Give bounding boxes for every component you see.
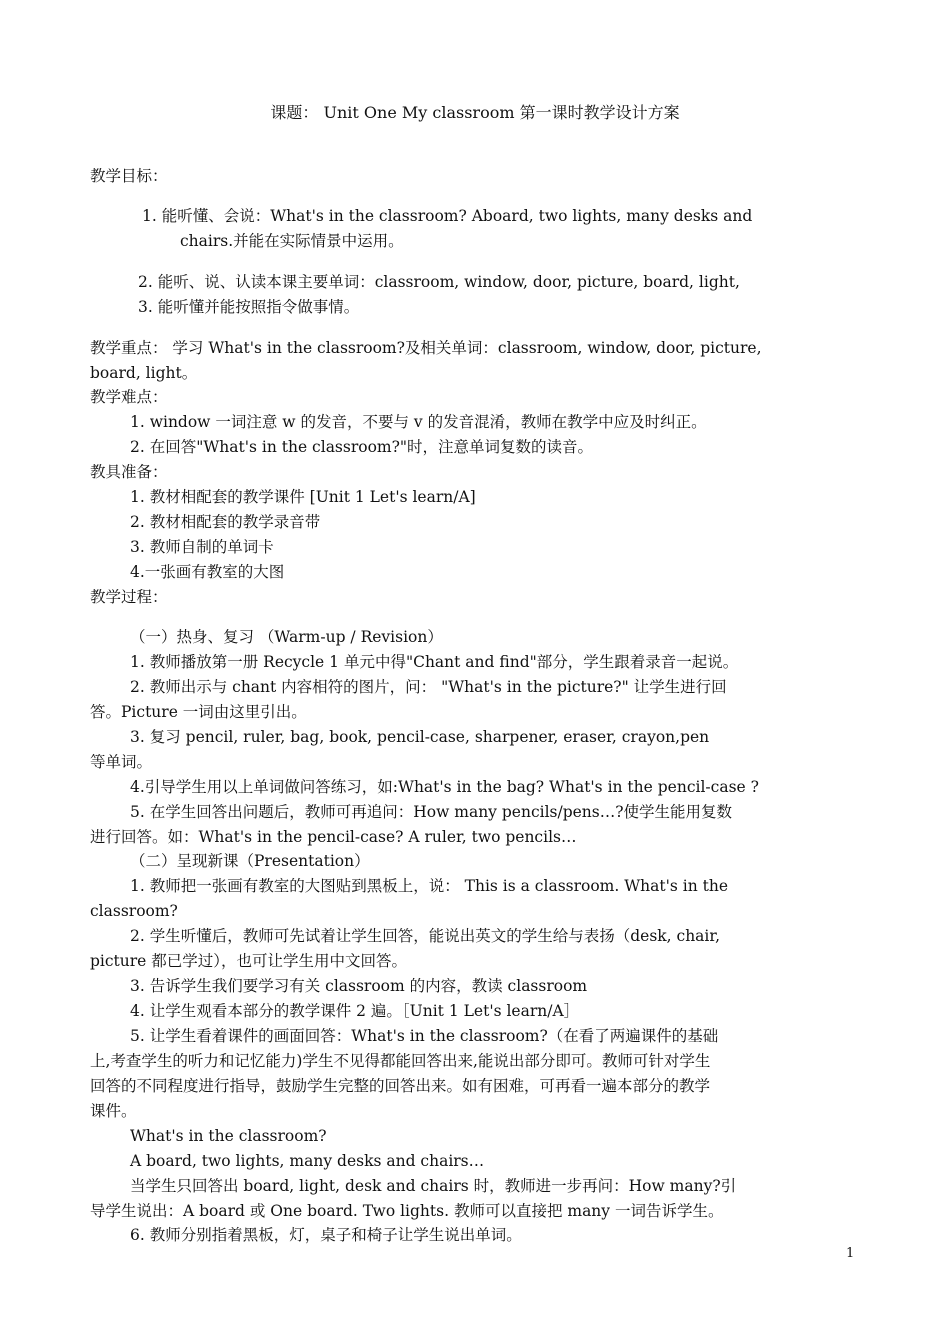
presentation-step-5-cont-1: 上,考查学生的听力和记忆能力)学生不见得都能回答出来,能说出部分即可。教师可针对学生: [90, 1052, 711, 1070]
document-title: 课题： Unit One My classroom 第一课时教学设计方案: [270, 103, 680, 122]
presentation-step-1: 1. 教师把一张画有教室的大图贴到黑板上，说： This is a classroom. What's in the: [130, 877, 729, 895]
objective-item-1-cont: chairs.并能在实际情景中运用。: [180, 232, 404, 250]
presentation-heading: （二）呈现新课（Presentation）: [130, 852, 370, 870]
followup-paragraph: 当学生只回答出 board, light, desk and chairs 时，教师进一步再问：How many?引: [130, 1177, 737, 1195]
presentation-step-5: 5. 让学生看着课件的画面回答：What's in the classroom?（在看了两遍课件的基础: [130, 1027, 719, 1045]
material-item-3: 3. 教师自制的单词卡: [130, 538, 274, 556]
warmup-step-3-cont: 等单词。: [90, 753, 153, 771]
warmup-step-5-cont: 进行回答。如：What's in the pencil-case? A ruler, two pencils…: [90, 828, 577, 846]
difficulty-item-1: 1. window 一词注意 w 的发音，不要与 v 的发音混淆，教师在教学中应及时纠正。: [130, 413, 707, 431]
key-points-line-2: board, light。: [90, 364, 198, 382]
presentation-step-5-cont-2: 回答的不同程度进行指导，鼓励学生完整的回答出来。如有困难，可再看一遍本部分的教学: [90, 1077, 711, 1095]
presentation-step-3: 3. 告诉学生我们要学习有关 classroom 的内容，教读 classroom: [130, 977, 588, 995]
material-item-1: 1. 教材相配套的教学课件 [Unit 1 Let's learn/A]: [130, 488, 476, 506]
presentation-step-1-cont: classroom?: [90, 902, 178, 920]
materials-heading: 教具准备：: [90, 463, 168, 481]
material-item-4: 4.一张画有教室的大图: [130, 563, 285, 581]
objective-item-1: 1. 能听懂、会说：What's in the classroom? Aboard, two lights, many desks and: [142, 207, 753, 225]
presentation-step-5-cont-3: 课件。: [90, 1102, 137, 1120]
presentation-step-2-cont: picture 都已学过），也可让学生用中文回答。: [90, 952, 408, 970]
presentation-step-4: 4. 让学生观看本部分的教学课件 2 遍。［Unit 1 Let's learn/A］: [130, 1002, 580, 1020]
presentation-step-2: 2. 学生听懂后，教师可先试着让学生回答，能说出英文的学生给与表扬（desk, chair,: [130, 927, 721, 945]
objective-item-3: 3. 能听懂并能按照指令做事情。: [138, 298, 360, 316]
sample-answer: A board, two lights, many desks and chairs…: [130, 1152, 485, 1170]
key-points-line-1: 教学重点： 学习 What's in the classroom?及相关单词：classroom, window, door, picture,: [90, 339, 762, 357]
warmup-heading: （一）热身、复习 （Warm-up / Revision）: [130, 628, 443, 646]
warmup-step-4: 4.引导学生用以上单词做问答练习，如:What's in the bag? What's in the pencil-case ?: [130, 778, 759, 796]
warmup-step-5: 5. 在学生回答出问题后，教师可再追问：How many pencils/pens…?使学生能用复数: [130, 803, 733, 821]
warmup-step-2-cont: 答。Picture 一词由这里引出。: [90, 703, 307, 721]
followup-paragraph-cont: 导学生说出：A board 或 One board. Two lights. 教师可以直接把 many 一词告诉学生。: [90, 1202, 724, 1220]
sample-question: What's in the classroom?: [130, 1127, 327, 1145]
presentation-step-6: 6. 教师分别指着黑板，灯，桌子和椅子让学生说出单词。: [130, 1226, 522, 1244]
page-number: 1: [846, 1246, 855, 1261]
difficulties-heading: 教学难点：: [90, 388, 168, 406]
material-item-2: 2. 教材相配套的教学录音带: [130, 513, 321, 531]
objective-item-2: 2. 能听、说、认读本课主要单词：classroom, window, door, picture, board, light,: [138, 273, 740, 291]
warmup-step-3: 3. 复习 pencil, ruler, bag, book, pencil-case, sharpener, eraser, crayon,pen: [130, 728, 710, 746]
process-heading: 教学过程：: [90, 588, 168, 606]
warmup-step-2: 2. 教师出示与 chant 内容相符的图片，问： "What's in the picture?" 让学生进行回: [130, 678, 727, 696]
warmup-step-1: 1. 教师播放第一册 Recycle 1 单元中得"Chant and find"部分，学生跟着录音一起说。: [130, 653, 739, 671]
difficulty-item-2: 2. 在回答"What's in the classroom?"时，注意单词复数的读音。: [130, 438, 594, 456]
objectives-heading: 教学目标：: [90, 167, 168, 185]
